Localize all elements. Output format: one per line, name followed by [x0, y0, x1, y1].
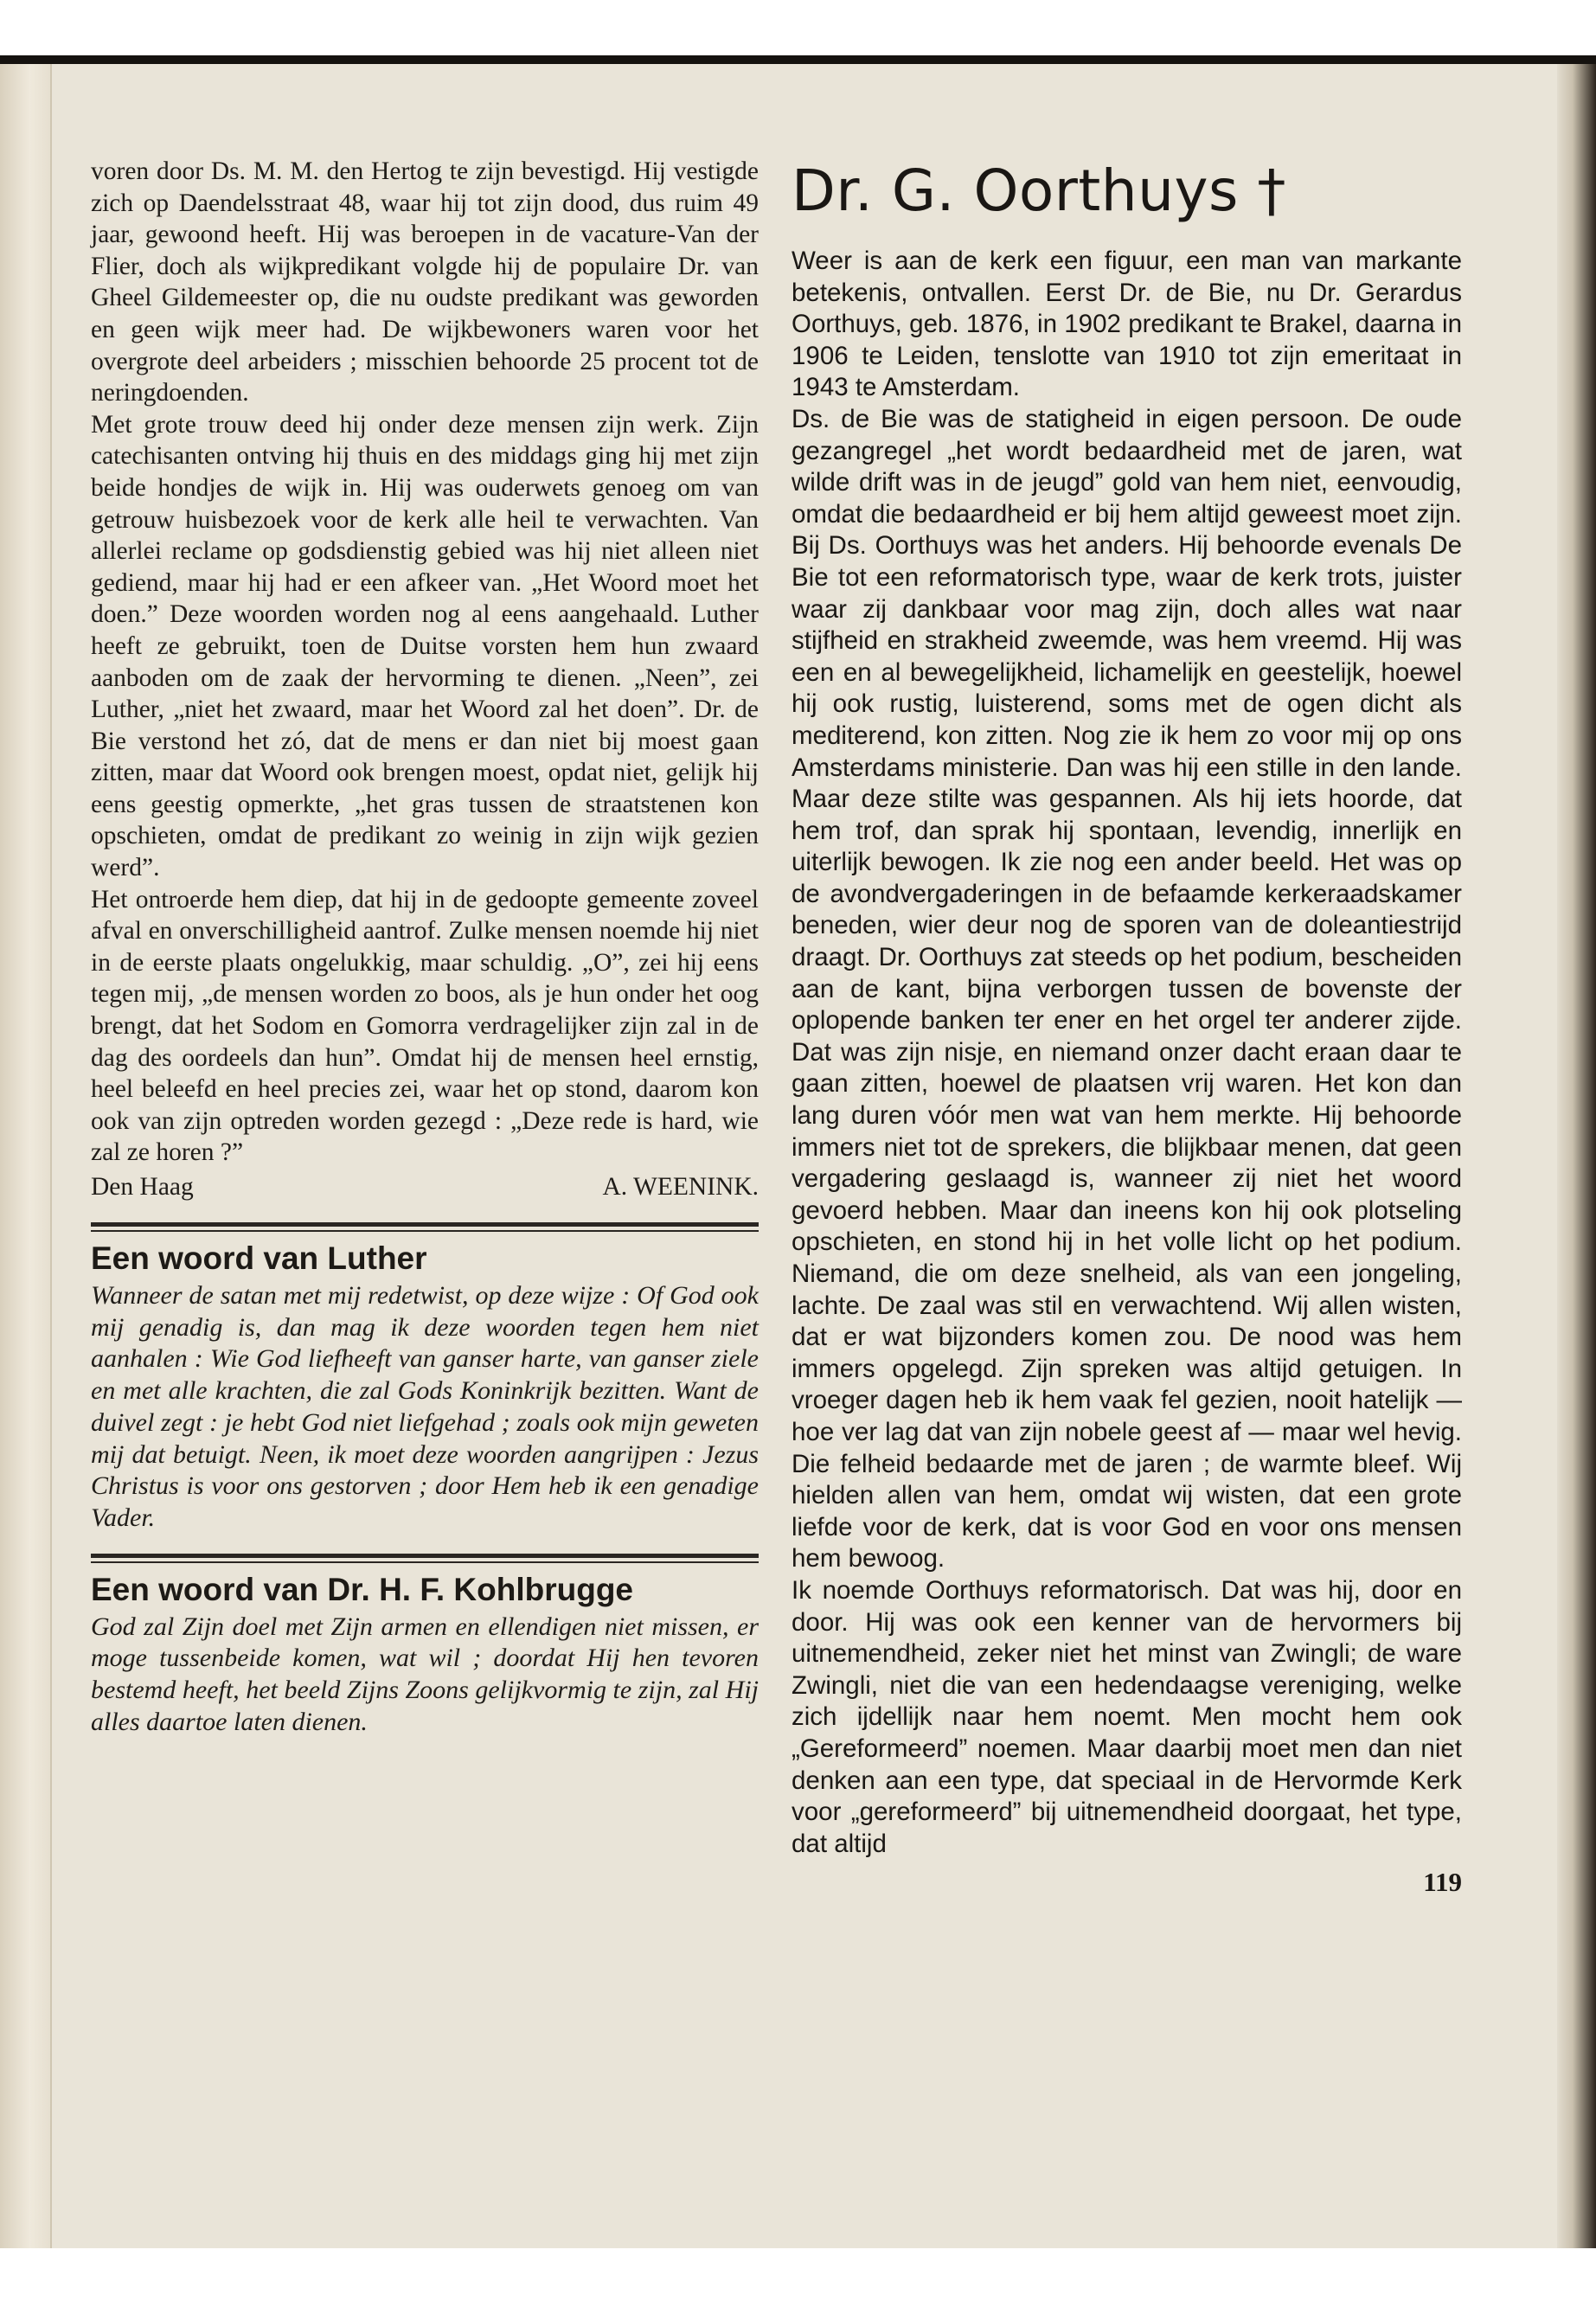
section-divider-thin-2 [91, 1561, 759, 1563]
section-divider-thick-2 [91, 1554, 759, 1558]
kohlbrugge-quote: God zal Zijn doel met Zijn armen en ellendigen niet missen, er moge tussenbeide komen, wat wil ; doordat Hij hen tevoren bestemd heeft, het beeld Zijns Zoons gelijkvormig te zijn, zal Hij alles daartoe laten dienen. [91, 1612, 759, 1736]
signature-place: Den Haag [91, 1173, 194, 1201]
luther-heading: Een woord van Luther [91, 1240, 427, 1276]
right-paragraph-2: Ds. de Bie was de statigheid in eigen persoon. De oude gezangregel „het wordt bedaardheid met de jaren, wat wilde drift was in de jeugd” gold van hem niet, eenvoudig, omdat die bedaardheid er bij hem altijd geweest moet zijn. Bij Ds. Oorthuys was het anders. Hij behoorde evenals De Bie tot een reformatorisch type, waar de kerk trots, juister waar zij dankbaar voor mag zijn, doch alles wat naar stijfheid en strakheid zweemde, was hem vreemd. Hij was een en al bewegelijkheid, lichamelijk en geestelijk, hoewel hij ook rustig, luisterend, soms met de ogen dicht als mediterend, kon zitten. Nog zie ik hem zo voor mij op ons Amsterdams ministerie. Dan was hij een stille in den lande. Maar deze stilte was gespannen. Als hij iets hoorde, dat hem trof, dan sprak hij spontaan, levendig, innerlijk en uiterlijk bewogen. Ik zie nog een ander beeld. Het was op de avondvergaderingen in de befaamde kerkeraadskamer beneden, wier deur nog de sporen van de doleantiestrijd draagt. Dr. Oorthuys zat steeds op het podium, bescheiden aan de kant, bijna verborgen tussen de bovenste der oplopende banken ter ener en het orgel ter anderer zijde. Dat was zijn nisje, en niemand onzer dacht eraan daar te gaan zitten, hoewel de plaatsen vrij waren. Het kon dan lang duren vóór men wat van hem merkte. Hij behoorde immers niet tot de sprekers, die blijkbaar menen, dat geen vergadering geslaagd is, wanneer zij niet het woord gevoerd hebben. Maar dan ineens kon hij ook plotseling opschieten, en stond hij in het volle licht op het podium. Niemand, die om deze snelheid, als van een jongeling, lachte. De zaal was stil en verwachtend. Wij allen wisten, dat er wat bijzonders komen zou. De nood was hem immers opgelegd. Zijn spreken was altijd getuigen. In vroeger dagen heb ik hem vaak fel gezien, nooit hatelijk — hoe ver lag dat van zijn nobele geest af — maar wel hevig. Die felheid bedaarde met de jaren ; de warmte bleef. Wij hielden allen van hem, omdat wij wisten, dat een grote liefde voor de kerk, dat is voor God en voor ons mensen hem bewoog. [792, 404, 1462, 1574]
page-right-edge [1557, 64, 1596, 2248]
binding-margin [0, 64, 52, 2248]
right-paragraph-1: Weer is aan de kerk een figuur, een man van markante betekenis, ontvallen. Eerst Dr. de Bie, nu Dr. Gerardus Oorthuys, geb. 1876, in 1902 predikant te Brakel, daarna in 1906 te Leiden, tenslotte van 1910 tot zijn emeritaat in 1943 te Amsterdam. [792, 247, 1462, 402]
right-column [792, 156, 1462, 1900]
page-number: 119 [1423, 1867, 1462, 1898]
section-divider-thin [91, 1230, 759, 1232]
signature-row [91, 1170, 759, 1203]
kohlbrugge-heading: Een woord van Dr. H. F. Kohlbrugge [91, 1571, 633, 1607]
right-paragraph-3: Ik noemde Oorthuys reformatorisch. Dat was hij, door en door. Hij was ook een kenner van de hervormers bij uitnemendheid, zeker niet het minst van Zwingli; de ware Zwingli, niet die van een hedendaagse vereniging, welke zich ijdellijk naar hem noemt. Men mocht hem ook „Gereformeerd” noemen. Maar daarbij moet men dan niet denken aan een type, dat speciaal in de Hervormde Kerk voor „gereformeerd” bij uitnemendheid doorgaat, het type, dat altijd [792, 1575, 1462, 1858]
article-title: Dr. G. Oorthuys † [792, 157, 1286, 224]
signature-author: A. WEENINK. [602, 1173, 759, 1201]
left-paragraph-1: voren door Ds. M. M. den Hertog te zijn bevestigd. Hij vestigde zich op Daendelsstraat 48, waar hij tot zijn dood, dus ruim 49 jaar, gewoond heeft. Hij was beroepen in de vacature-Van der Flier, doch als wijkpredikant volgde hij de populaire Dr. van Gheel Gildemeester op, die nu oudste predikant was geworden en geen wijk meer had. De wijkbewoners waren voor het overgrote deel arbeiders ; misschien behoorde 25 procent tot de neringdoenden. [91, 157, 759, 407]
left-paragraph-2: Met grote trouw deed hij onder deze mensen zijn werk. Zijn catechisanten ontving hij thuis en des middags ging hij met zijn beide hondjes de wijk in. Hij was ouderwets genoeg om van getrouw huisbezoek voor de kerk alle heil te verwachten. Van allerlei reclame op godsdienstig gebied was hij niet alleen niet gediend, maar hij had er een afkeer van. „Het Woord moet het doen.” Deze woorden worden nog al eens aangehaald. Luther heeft ze gebruikt, toen de Duitse vorsten hem hun zwaard aanboden om de zaak der hervorming te dienen. „Neen”, zei Luther, „niet het zwaard, maar het Woord zal het doen”. Dr. de Bie verstond het zó, dat de mens er dan niet bij moest gaan zitten, maar dat Woord ook brengen moest, opdat niet, gelijk hij eens geestig opmerkte, „het gras tussen de straatstenen kon opschieten, omdat de predikant zo weinig in zijn wijk gezien werd”. [91, 410, 759, 882]
section-divider-thick [91, 1222, 759, 1227]
luther-quote: Wanneer de satan met mij redetwist, op deze wijze : Of God ook mij genadig is, dan mag ik deze woorden tegen hem niet aanhalen : Wie God liefheeft van ganser harte, van ganser ziele en met alle krachten, die zal Gods Koninkrijk bezitten. Want de duivel zegt : je hebt God niet liefgehad ; zoals ook mijn geweten mij dat betuigt. Neen, ik moet deze woorden aangrijpen : Jezus Christus is voor ons gestorven ; door Hem heb ik een genadige Vader. [91, 1281, 759, 1532]
left-paragraph-3: Het ontroerde hem diep, dat hij in de gedoopte gemeente zoveel afval en onverschilligheid aantrof. Zulke mensen noemde hij niet in de eerste plaats ongelukkig, maar schuldig. „O”, zei hij eens tegen mij, „de mensen worden zo boos, als je hun onder het oog brengt, dat het Sodom en Gomorra verdragelijker zijn zal in de dag des oordeels dan hun”. Omdat hij de mensen heel ernstig, heel beleefd en heel precies zei, waar het op stond, daarom kon ook van zijn optreden worden gezegd : „Deze rede is hard, wie zal ze horen ?” [91, 885, 759, 1167]
page-top-edge [0, 55, 1596, 64]
left-column [91, 156, 759, 1738]
